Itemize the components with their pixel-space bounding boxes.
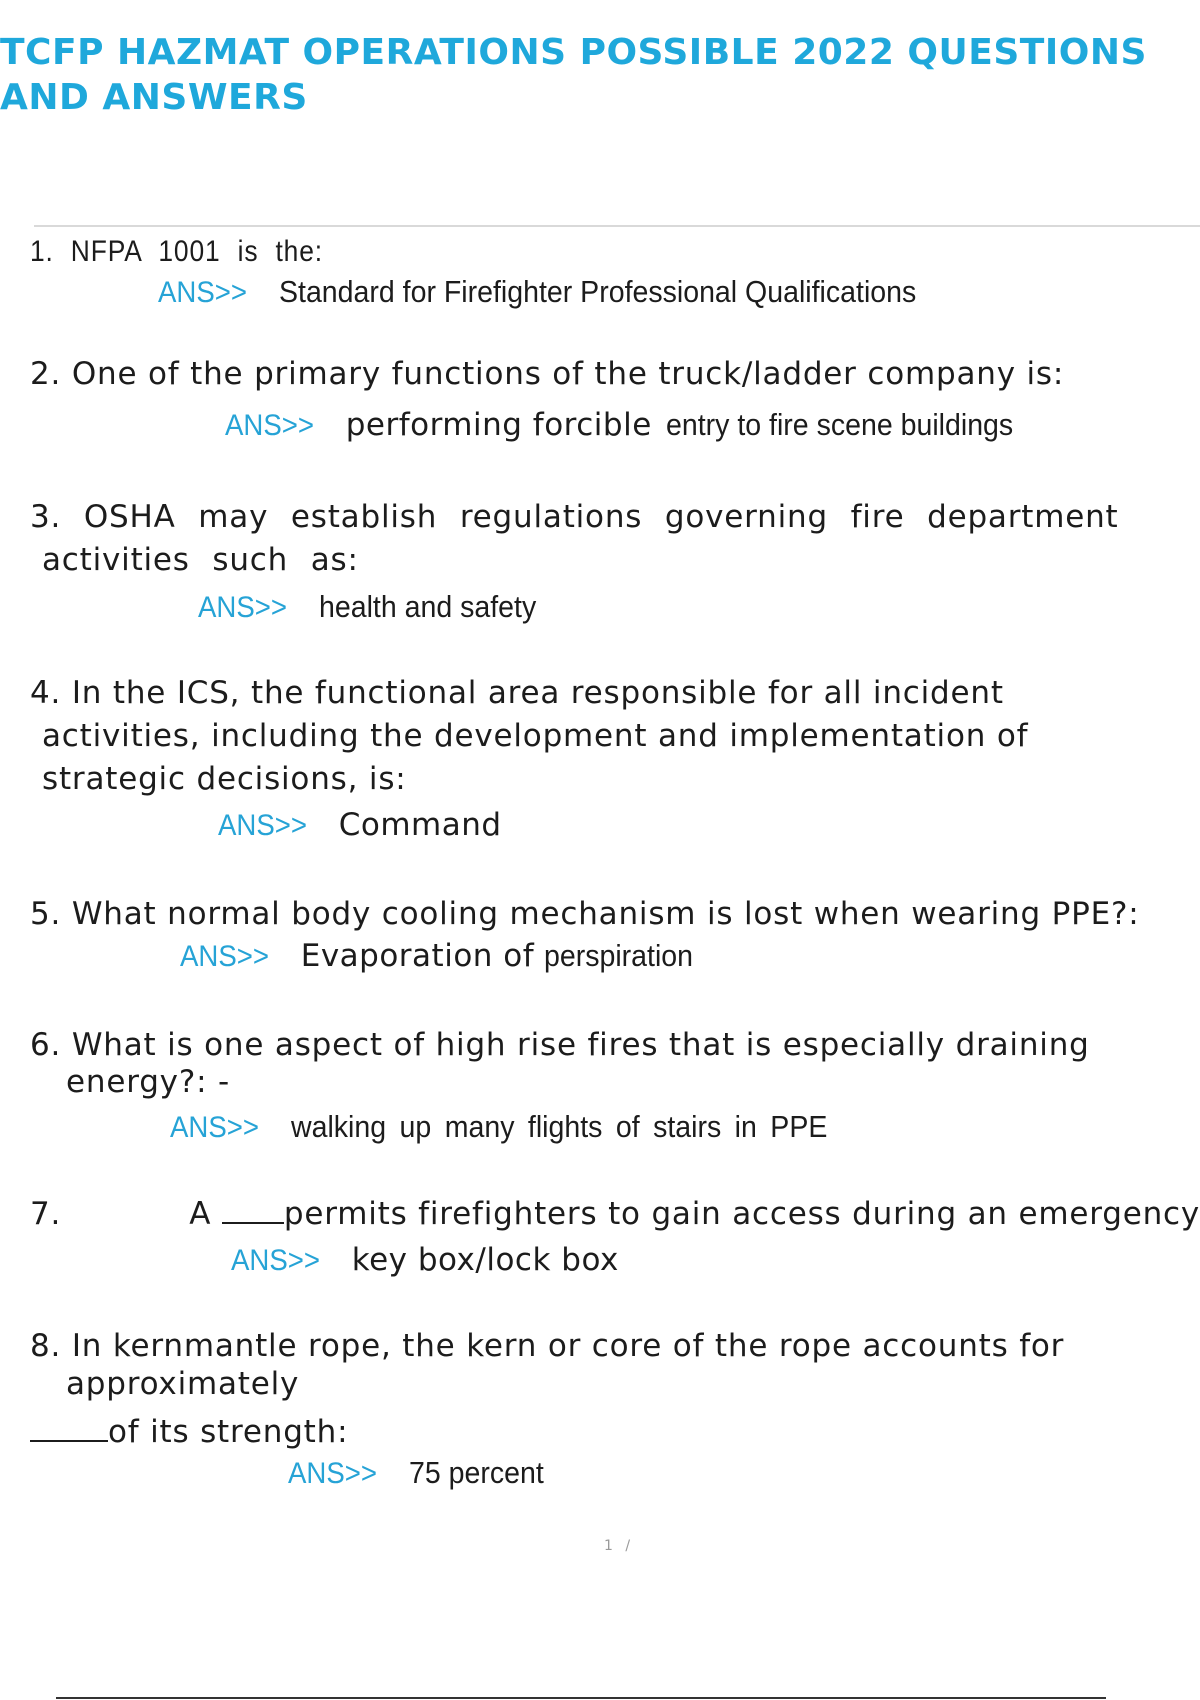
answer-3 [198,587,555,628]
question-text: OSHA may establish regulations governing fire department [83,499,1119,535]
question-1 [30,230,323,273]
question-8 [30,1327,1064,1451]
answer-text: performing forcible [345,407,652,443]
answer-text: health and safety [318,589,536,624]
question-number: 8. [30,1328,62,1364]
answer-label: ANS>> [158,276,247,309]
question-number: 5. [30,896,62,932]
question-2 [30,353,1064,396]
answer-label: ANS>> [231,1244,320,1277]
question-prefix: A [189,1196,212,1232]
question-text: In kernmantle rope, the kern or core of the rope accounts for [71,1328,1065,1364]
question-text-line-2: activities, including the development and implementation of [42,718,1029,754]
answer-6 [170,1107,874,1148]
question-text: What is one aspect of high rise fires that is especially draining [71,1027,1090,1063]
answer-text: Evaporation of [300,938,535,974]
question-text: permits firefighters to gain access during an emergency [283,1196,1200,1232]
answer-8 [288,1453,555,1494]
question-number: 2. [30,356,62,392]
question-number: 1. [30,235,54,268]
answer-label: ANS>> [225,409,314,442]
question-text-line-2: approximately [66,1366,300,1402]
question-text-line-2: activities such as: [42,542,359,578]
question-text-line-2: energy?: - [66,1064,230,1100]
answer-1 [158,272,971,313]
question-text: NFPA 1001 is the: [70,235,323,268]
answer-text: Standard for Firefighter Professional Qualifications [278,274,916,309]
title-divider [34,225,1200,227]
answer-label: ANS>> [170,1111,259,1144]
answer-2 [225,405,1043,446]
question-number: 3. [30,499,62,535]
question-4 [30,672,1028,801]
question-3 [30,496,1119,582]
blank-line [222,1221,284,1224]
question-number: 4. [30,675,62,711]
answer-text: 75 percent [408,1455,544,1490]
answer-7 [231,1240,619,1281]
answer-text: key box/lock box [351,1242,619,1278]
question-text-line-3: of its strength: [108,1414,349,1450]
answer-label: ANS>> [218,809,307,842]
footer-divider [56,1697,1106,1699]
answer-label: ANS>> [198,591,287,624]
answer-label: ANS>> [180,940,269,973]
question-text: In the ICS, the functional area responsible for all incident [71,675,1004,711]
answer-text: Command [338,807,502,843]
question-text: One of the primary functions of the truck/ladder company is: [71,356,1065,392]
answer-4 [218,805,502,846]
answer-text-continued: perspiration [544,938,694,973]
answer-text-continued: entry to fire scene buildings [665,407,1013,442]
question-text-line-3: strategic decisions, is: [42,761,407,797]
answer-text: walking up many flights of stairs in PPE [290,1109,828,1144]
question-number: 7. [30,1196,62,1232]
question-5 [30,893,1140,936]
document-title: TCFP HAZMAT OPERATIONS POSSIBLE 2022 QUESTIONS AND ANSWERS [0,32,1147,118]
answer-5 [180,936,706,977]
blank-line [30,1439,108,1442]
question-text: What normal body cooling mechanism is lost when wearing PPE?: [71,896,1140,932]
question-6 [30,1024,1090,1104]
page-marker: 1 / [604,1538,635,1554]
question-7 [30,1193,1200,1236]
answer-label: ANS>> [288,1457,377,1490]
question-number: 6. [30,1027,62,1063]
